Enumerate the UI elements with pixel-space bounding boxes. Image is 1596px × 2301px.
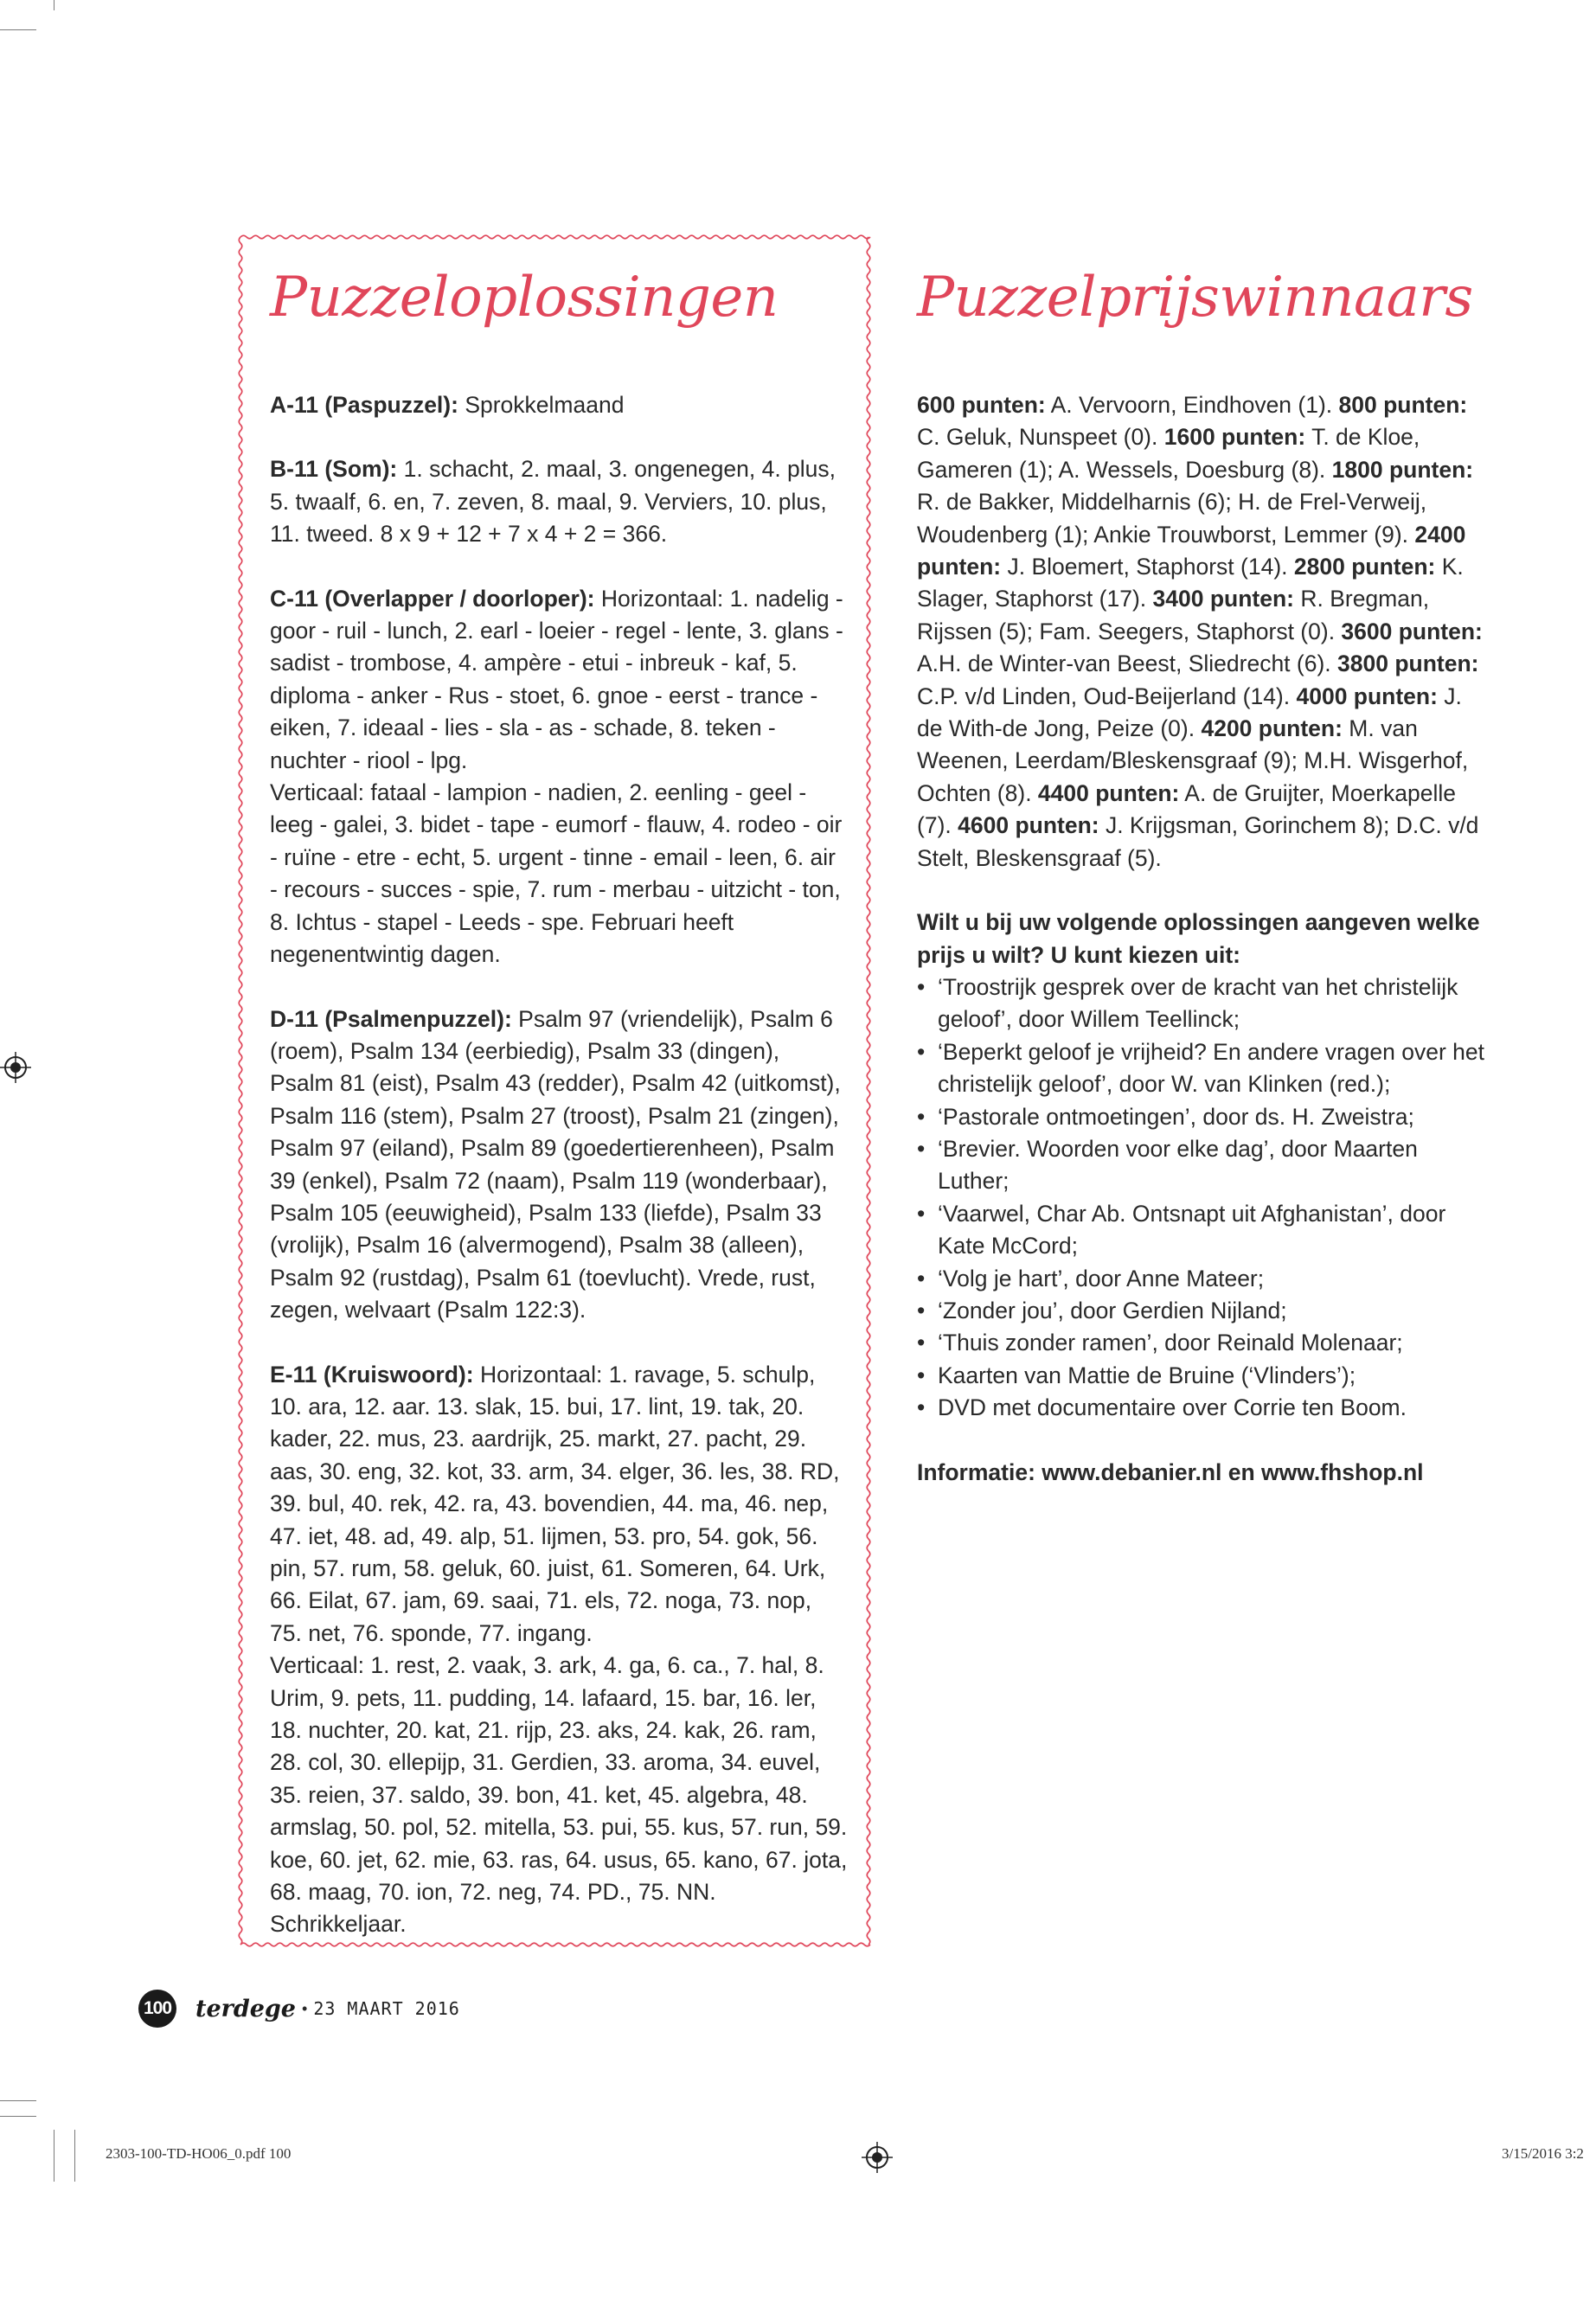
- prize-item: • ‘Brevier. Woorden voor elke dag’, door Maarten Luther;: [917, 1133, 1488, 1198]
- solution-a11: A-11 (Paspuzzel): Sprokkelmaand: [270, 392, 625, 418]
- solution-e11: E-11 (Kruiswoord): Horizontaal: 1. ravage, 5. schulp, 10. ara, 12. aar. 13. slak, 15. bui, 17. lint, 19. tak, 20. kader, 22. mus, 23. aardrijk, 25. markt, 27. pacht, 29. aas, 30. eng, 32. kot, 33. arm, 34. elger, 36. les, 38. RD, 39. bul, 40. rek, 42. ra, 43. bovendien, 44. ma, 46. nep, 47. iet, 48. ad, 49. alp, 51. lijmen, 53. pro, 54. gok, 56. pin, 57. rum, 58. geluk, 60. juist, 61. Someren, 64. Urk, 66. Eilat, 67. jam, 69. saai, 71. els, 72. noga, 73. nop, 75. net, 76. sponde, 77. ingang.: [270, 1361, 840, 1646]
- print-slug-date: 3/15/2016 3:2: [1502, 2145, 1584, 2162]
- prize-item: • ‘Beperkt geloof je vrijheid? En andere vragen over het christelijk geloof’, door W. van Klinken (red.);: [917, 1036, 1488, 1101]
- solution-b11: B-11 (Som): 1. schacht, 2. maal, 3. ongenegen, 4. plus, 5. twaalf, 6. en, 7. zeven, 8. maal, 9. Verviers, 10. plus, 11. tweed. 8 x 9 + 12 + 7 x 4 + 2 = 366.: [270, 456, 836, 548]
- crop-mark: [0, 29, 36, 30]
- prize-question: Wilt u bij uw volgende oplossingen aangeven welke prijs u wilt? U kunt kiezen uit:: [917, 909, 1480, 968]
- solution-e11-vertical: Verticaal: 1. rest, 2. vaak, 3. ark, 4. ga, 6. ca., 7. hal, 8. Urim, 9. pets, 11. pudding, 14. lafaard, 15. bar, 16. ler, 18. nuchter, 20. kat, 21. rijp, 23. aks, 24. kak, 26. ram, 28. col, 30. ellepijp, 31. Gerdien, 33. aroma, 34. euvel, 35. reien, 37. saldo, 39. bon, 41. ket, 45. algebra, 48. armslag, 50. pol, 52. mitella, 53. pui, 55. kus, 57. run, 59. koe, 60. jet, 62. mie, 63. ras, 64. usus, 65. kano, 67. jota, 68. maag, 70. ion, 72. neg, 74. PD., 75. NN. Schrikkeljaar.: [270, 1652, 848, 1938]
- prize-item: • ‘Pastorale ontmoetingen’, door ds. H. Zweistra;: [917, 1101, 1488, 1133]
- solution-c11-vertical: Verticaal: fataal - lampion - nadien, 2. eenling - geel - leeg - galei, 3. bidet - tape - eumorf - flauw, 4. rodeo - oir - ruïne - etre - echt, 5. urgent - tinne - email - leen, 6. air - recours - succes - spie, 7. rum - merbau - uitzicht - ton, 8. Ichtus - stapel - Leeds - spe. Februari heeft negenentwintig dagen.: [270, 779, 843, 968]
- winners-title: Puzzelprijswinnaars: [917, 266, 1473, 330]
- crop-mark: [0, 2116, 36, 2117]
- footer-separator: •: [302, 1999, 308, 2017]
- solution-c11: C-11 (Overlapper / doorloper): Horizontaal: 1. nadelig - goor - ruil - lunch, 2. earl - loeier - regel - lente, 3. glans - sadist - trombose, 4. ampère - etui - inbreuk - kaf, 5. diploma - anker - Rus - stoet, 6. gnoe - eerst - trance - eiken, 7. ideaal - lies - sla - as - schade, 8. teken - nuchter - riool - lpg.: [270, 585, 843, 773]
- prize-item: • ‘Troostrijk gesprek over de kracht van het christelijk geloof’, door Willem Teellinck;: [917, 971, 1488, 1036]
- registration-mark-icon: [862, 2142, 893, 2173]
- page-number: 100: [138, 1990, 176, 2028]
- prize-item: • ‘Zonder jou’, door Gerdien Nijland;: [917, 1295, 1488, 1327]
- frame-wave-edge: [240, 235, 870, 239]
- prize-item: • Kaarten van Mattie de Bruine (‘Vlinders’);: [917, 1360, 1488, 1392]
- crop-mark: [0, 2100, 36, 2101]
- page-footer: [138, 1990, 460, 2028]
- prize-list: [917, 971, 1488, 1425]
- winners-column: [917, 260, 1488, 1489]
- frame-wave-edge: [239, 237, 242, 1945]
- solutions-column: [270, 260, 849, 1941]
- prize-item: • DVD met documentaire over Corrie ten Boom.: [917, 1392, 1488, 1424]
- crop-mark: [74, 2130, 75, 2182]
- prize-item: • ‘Volg je hart’, door Anne Mateer;: [917, 1263, 1488, 1295]
- winners-list: 600 punten: A. Vervoorn, Eindhoven (1). 800 punten: C. Geluk, Nunspeet (0). 1600 punten: T. de Kloe, Gameren (1); A. Wessels, Doesburg (8). 1800 punten: R. de Bakker, Middelharnis (6); H. de Frel-Verweij, Woudenberg (1); Ankie Trouwborst, Lemmer (9). 2400 punten: J. Bloemert, Staphorst (14). 2800 punten: K. Slager, Staphorst (17). 3400 punten: R. Bregman, Rijssen (5); Fam. Seegers, Staphorst (0). 3600 punten: A.H. de Winter-van Beest, Sliedrecht (6). 3800 punten: C.P. v/d Linden, Oud-Beijerland (14). 4000 punten: J. de With-de Jong, Peize (0). 4200 punten: M. van Weenen, Leerdam/Bleskensgraaf (9); M.H. Wisgerhof, Ochten (8). 4400 punten: A. de Gruijter, Moerkapelle (7). 4600 punten: J. Krijgsman, Gorinchem 8); D.C. v/d Stelt, Bleskensgraaf (5).: [917, 392, 1483, 871]
- frame-wave-edge: [240, 1943, 870, 1946]
- registration-mark-icon: [0, 1052, 31, 1083]
- prize-section: [917, 907, 1488, 1425]
- prize-item: • ‘Vaarwel, Char Ab. Ontsnapt uit Afghanistan’, door Kate McCord;: [917, 1198, 1488, 1263]
- info-line: Informatie: www.debanier.nl en www.fhshop.nl: [917, 1458, 1424, 1485]
- print-slug-file: 2303-100-TD-HO06_0.pdf 100: [106, 2145, 292, 2162]
- brand-logo: terdege: [195, 1995, 296, 2022]
- solutions-title: Puzzeloplossingen: [270, 266, 779, 330]
- issue-date: 23 MAART 2016: [313, 1998, 460, 2019]
- prize-item: • ‘Thuis zonder ramen’, door Reinald Molenaar;: [917, 1327, 1488, 1359]
- frame-wave-edge: [867, 237, 870, 1945]
- solution-d11: D-11 (Psalmenpuzzel): Psalm 97 (vriendelijk), Psalm 6 (roem), Psalm 134 (eerbiedig), Psalm 33 (dingen), Psalm 81 (eist), Psalm 43 (redder), Psalm 42 (uitkomst), Psalm 116 (stem), Psalm 27 (troost), Psalm 21 (zingen), Psalm 97 (eiland), Psalm 89 (goedertierenheen), Psalm 39 (enkel), Psalm 72 (naam), Psalm 119 (wonderbaar), Psalm 105 (eeuwigheid), Psalm 133 (liefde), Psalm 33 (vrolijk), Psalm 16 (alvermogend), Psalm 38 (alleen), Psalm 92 (rustdag), Psalm 61 (toevlucht). Vrede, rust, zegen, welvaart (Psalm 122:3).: [270, 1005, 841, 1324]
